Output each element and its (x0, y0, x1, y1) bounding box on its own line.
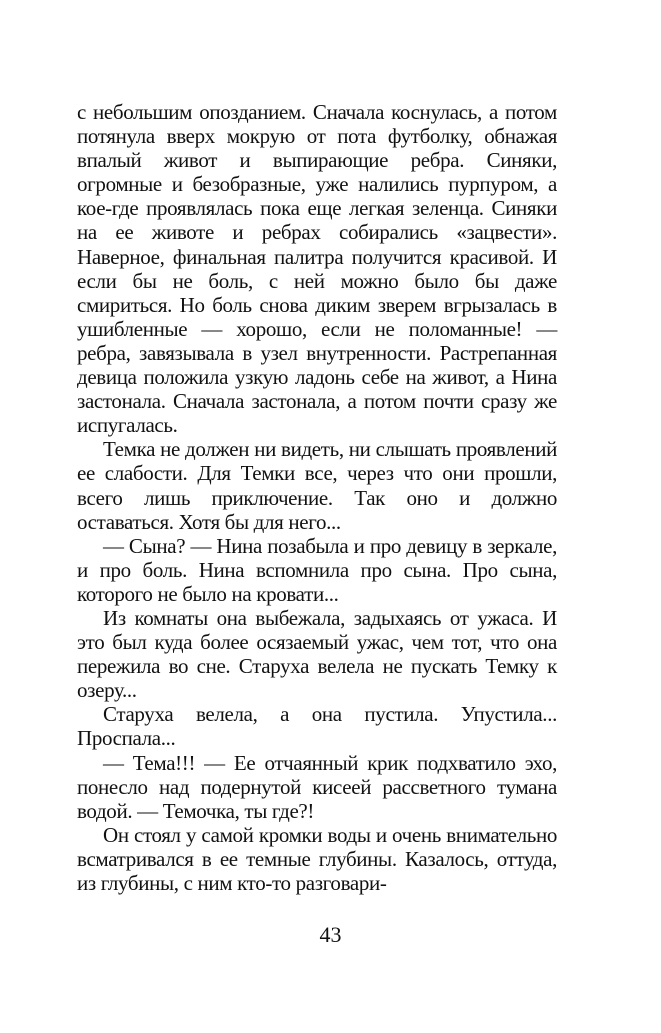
paragraph-5: Старуха велела, а она пустила. Упустила... Проспала... (77, 702, 557, 751)
paragraph-3: — Сына? — Нина позабыла и про девицу в зеркале, и про боль. Нина вспомнила про сына. Про сына, которого не было на кровати... (77, 533, 557, 606)
paragraph-4: Из комнаты она выбежала, задыхаясь от ужаса. И это был куда более осязаемый ужас, чем тот, что она пережила во сне. Старуха велела не пускать Темку к озеру... (77, 605, 557, 703)
paragraph-7: Он стоял у самой кромки воды и очень внимательно всматривался в ее темные глубины. Казалось, оттуда, из глубины, с ним кто-то разговари- (77, 822, 557, 895)
page-number: 43 (319, 922, 342, 947)
paragraph-6: — Тема!!! — Ее отчаянный крик подхватило эхо, понесло над подернутой кисеей рассветного тумана водой. — Темочка, ты где?! (77, 750, 557, 823)
page-text (77, 100, 557, 895)
paragraph-1: с небольшим опозданием. Сначала коснулась, а потом потянула вверх мокрую от пота футболку, обнажая впалый живот и выпирающие ребра. Синяки, огромные и безобразные, уже налились пурпуром, а кое-где проявлялась пока еще легкая зеленца. Синяки на ее животе и ребрах собирались «зацвести». Наверное, финальная палитра получится красивой. И если бы не боль, с ней можно было бы даже смириться. Но боль снова диким зверем вгрызалась в ушибленные — хорошо, если не поломанные! — ребра, завязывала в узел внутренности. Растрепанная девица положила узкую ладонь себе на живот, а Нина застонала. Сначала застонала, а потом почти сразу же испугалась. (77, 100, 557, 438)
paragraph-2: Темка не должен ни видеть, ни слышать проявлений ее слабости. Для Темки все, через что они прошли, всего лишь приключение. Так оно и должно оставаться. Хотя бы для него... (77, 437, 557, 534)
